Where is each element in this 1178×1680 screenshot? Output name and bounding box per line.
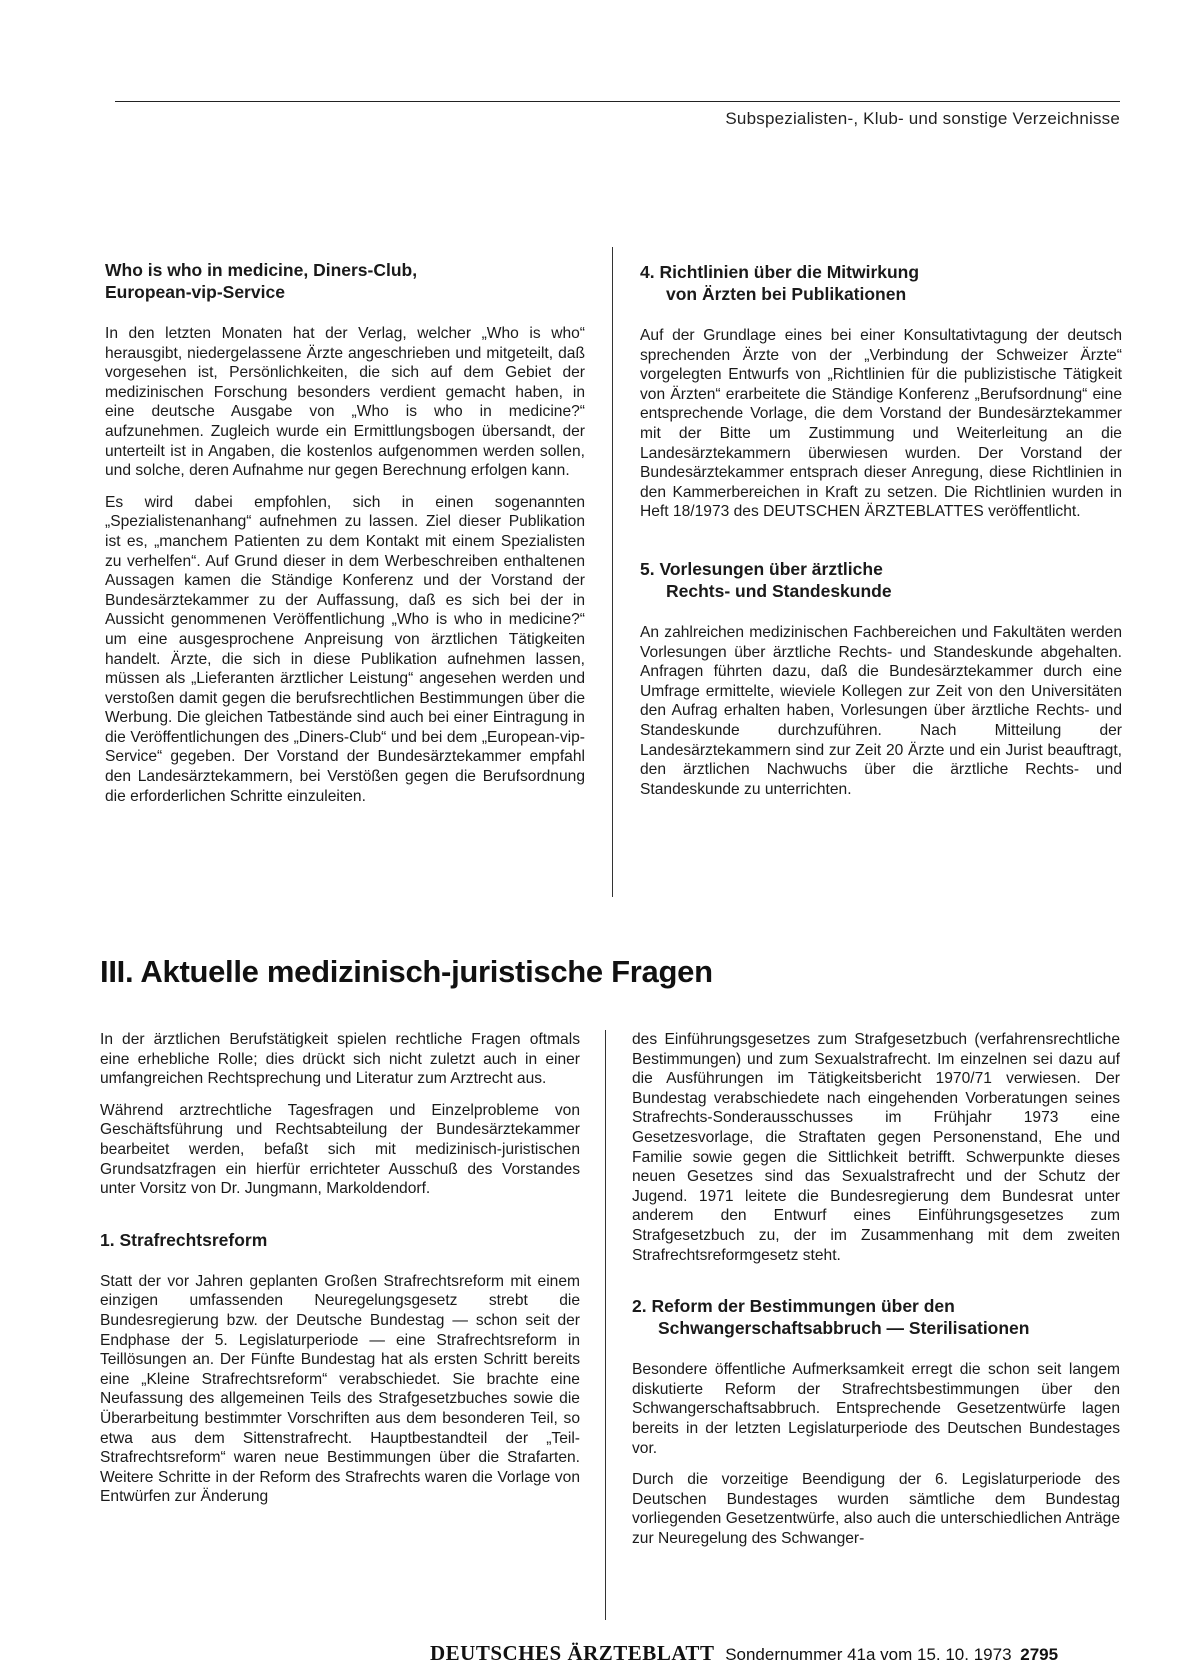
paragraph: In der ärztlichen Berufstätigkeit spielen rechtliche Fragen oftmals eine erhebliche Rolle; dies drückt sich nicht zuletzt auch in einer umfangreichen Rechtsprechung und Literatur zum Arztrecht aus. — [100, 1031, 580, 1088]
heading-line: von Ärzten bei Publikationen — [666, 284, 907, 304]
paragraph: An zahlreichen medizinischen Fachbereichen und Fakultäten werden Vorlesungen über ärztliche Rechts- und Standeskunde abgehalten. Anfragen führten dazu, daß die Bundesärztekammer durch eine Umfrage ermittelte, wieviele Kollegen zur Zeit von den Universitäten den Aufrag erhalten haben, Vorlesungen über ärztliche Rechts- und Standeskunde durchzuführen. Nach Mitteilung der Landesärztekammern sind zur Zeit 20 Ärzte und ein Jurist beauftragt, den ärztlichen Nachwuchs über die ärztliche Rechts- und Standeskunde zu unterrichten. — [640, 623, 1122, 798]
section-heading-strafrechtsreform: 1. Strafrechtsreform — [100, 1229, 268, 1250]
column-left-bottom — [100, 1030, 580, 1519]
issue-info: Sondernummer 41a vom 15. 10. 1973 — [725, 1645, 1012, 1664]
heading-line: Who is who in medicine, Diners-Club, — [105, 260, 418, 280]
heading-line: Schwangerschaftsabbruch — Sterilisationen — [658, 1318, 1030, 1339]
heading-line: 2. Reform der Bestimmungen über den — [632, 1296, 955, 1317]
paragraph: Besondere öffentliche Aufmerksamkeit erregt die schon seit langem diskutierte Reform der Strafrechtsbestimmungen über den Schwangerschaftsabbruch. Entsprechende Gesetzentwürfe lagen bereits in der letzten Legislaturperiode des Deutschen Bundestages vor. — [632, 1361, 1120, 1457]
paragraph: Statt der vor Jahren geplanten Großen Strafrechtsreform mit einem einzigen umfassenden Neuregelungsgesetz strebt die Bundesregierung bzw. der Deutsche Bundestag — schon seit der Endphase der 5. Legislaturperiode — eine Strafrechtsreform in Teillösungen an. Der Fünfte Bundestag hat als ersten Schritt bereits eine „Kleine Strafrechtsreform“ verabschiedet. Sie brachte eine Neufassung des allgemeinen Teils des Strafgesetzbuches sowie die Überarbeitung bestimmter Vorschriften aus dem besonderen Teil, so etwa aus dem Sittenstrafrecht. Hauptbestandteil der „Teil-Strafrechtsreform“ waren neue Bestimmungen über die Strafarten. Weitere Schritte in der Reform des Strafrechts waren die Vorlage von Entwürfen zur Änderung — [100, 1272, 580, 1506]
section-heading-who-is-who — [105, 259, 585, 303]
paragraph: Während arztrechtliche Tagesfragen und Einzelprobleme von Geschäftsführung und Rechtsabteilung der Bundesärztekammer bearbeitet werden, befaßt sich mit medizinisch-juristischen Grundsatzfragen ein hierfür errichteter Ausschuß des Vorstandes unter Vorsitz von Dr. Jungmann, Markoldendorf. — [100, 1101, 580, 1198]
column-divider-top — [612, 247, 613, 897]
running-head: Subspezialisten-, Klub- und sonstige Verzeichnisse — [725, 109, 1120, 128]
heading-line: Rechts- und Standeskunde — [666, 580, 892, 601]
section-schwangerschaftsabbruch — [632, 1295, 1120, 1548]
section-heading-vorlesungen — [640, 558, 1122, 602]
header-rule — [115, 101, 1120, 102]
column-right-bottom — [632, 1030, 1120, 1560]
heading-line: 5. Vorlesungen über ärztliche — [640, 558, 883, 579]
column-divider-bottom — [605, 1030, 606, 1620]
part-title: III. Aktuelle medizinisch-juristische Fragen — [100, 954, 713, 989]
page-number: 2795 — [1020, 1645, 1059, 1664]
heading-line: European-vip-Service — [105, 282, 285, 302]
paragraph: Durch die vorzeitige Beendigung der 6. Legislaturperiode des Deutschen Bundestages wurden sämtliche dem Bundestag vorliegenden Gesetzentwürfe, also auch die unterschiedlichen Anträge zur Neuregelung des Schwanger- — [632, 1471, 1120, 1547]
section-vorlesungen — [640, 558, 1122, 799]
journal-name: DEUTSCHES ÄRZTEBLATT — [430, 1641, 715, 1665]
column-left-top — [105, 259, 585, 818]
section-heading-richtlinien — [640, 261, 1122, 305]
column-right-top — [640, 261, 1122, 811]
section-strafrechtsreform — [100, 1229, 580, 1507]
section-heading-schwangerschaftsabbruch — [632, 1295, 1120, 1339]
paragraph: des Einführungsgesetzes zum Strafgesetzbuch (verfahrensrechtliche Bestimmungen) und zum Sexualstrafrecht. Im einzelnen sei dazu auf die Ausführungen im Tätigkeitsbericht 1970/71 verwiesen. Der Bundestag verabschiedete nach eingehenden Vorberatungen seines Strafrechts-Sonderausschusses im Frühjahr 1973 eine Gesetzesvorlage, die Straftaten gegen Personenstand, Ehe und Familie sowie gegen die Sittlichkeit betrifft. Schwerpunkte dieses neuen Gesetzes sind das Sexualstrafrecht und der Schutz der Jugend. 1971 leitete die Bundesregierung dem Bundesrat unter anderem den Entwurf eines Einführungsgesetzes zum Strafgesetzbuch zu, der im Zusammenhang mit dem zweiten Strafrechtsreformgesetz steht. — [632, 1031, 1120, 1264]
page-footer — [430, 1641, 1058, 1666]
heading-line: 4. Richtlinien über die Mitwirkung — [640, 262, 920, 282]
paragraph: In den letzten Monaten hat der Verlag, welcher „Who is who“ herausgibt, niedergelassene Ärzte angeschrieben und mitgeteilt, daß vorgesehen ist, Persönlichkeiten, die sich auf dem Gebiet der medizinischen Forschung besonders verdient gemacht haben, in eine deutsche Ausgabe von „Who is who in medicine?“ aufzunehmen. Zugleich wurde ein Ermittlungsbogen übersandt, der unterteilt ist in Angaben, die kostenlos aufgenommen werden sollen, und solche, deren Aufnahme nur gegen Berechnung erfolgen kann. — [105, 325, 585, 480]
paragraph: Auf der Grundlage eines bei einer Konsultativtagung der deutsch sprechenden Ärzte von der „Verbindung der Schweizer Ärzte“ vorgelegten Entwurfs von „Richtlinien für die publizistische Tätigkeit von Ärzten“ erarbeitete die Ständige Konferenz „Berufsordnung“ eine entsprechende Vorlage, die dem Vorstand der Bundesärztekammer mit der Bitte um Zustimmung und Weiterleitung an die Landesärztekammern überwiesen wurden. Der Vorstand der Bundesärztekammer entsprach dieser Anregung, diese Richtlinien in den Kammerbereichen in Kraft zu setzen. Die Richtlinien wurden in Heft 18/1973 des DEUTSCHEN ÄRZTEBLATTES veröffentlicht. — [640, 327, 1122, 521]
paragraph: Es wird dabei empfohlen, sich in einen sogenannten „Spezialistenanhang“ aufnehmen zu lassen. Ziel dieser Publikation ist es, „manchem Patienten zu dem Kontakt mit einem Spezialisten zu verhelfen“. Auf Grund dieser in dem Werbeschreiben enthaltenen Aussagen kamen die Ständige Konferenz und der Vorstand der Bundesärztekammer zu der Auffassung, daß es sich bei der in Aussicht genommenen Veröffentlichung „Who is who in medicine?“ um eine ausgesprochene Anpreisung von ärztlichen Tätigkeiten handelt. Ärzte, die sich in diese Publikation aufnehmen lassen, müssen als „Lieferanten ärztlicher Leistung“ angesehen werden und verstoßen damit gegen die berufsrechtlichen Bestimmungen über die Werbung. Die gleichen Tatbestände sind auch bei einer Eintragung in die Veröffentlichungen des „Diners-Club“ und bei dem „European-vip-Service“ gegeben. Der Vorstand der Bundesärztekammer empfahl den Landesärztekammern, bei Verstößen gegen die Berufsordnung die erforderlichen Schritte einzuleiten. — [105, 493, 585, 805]
